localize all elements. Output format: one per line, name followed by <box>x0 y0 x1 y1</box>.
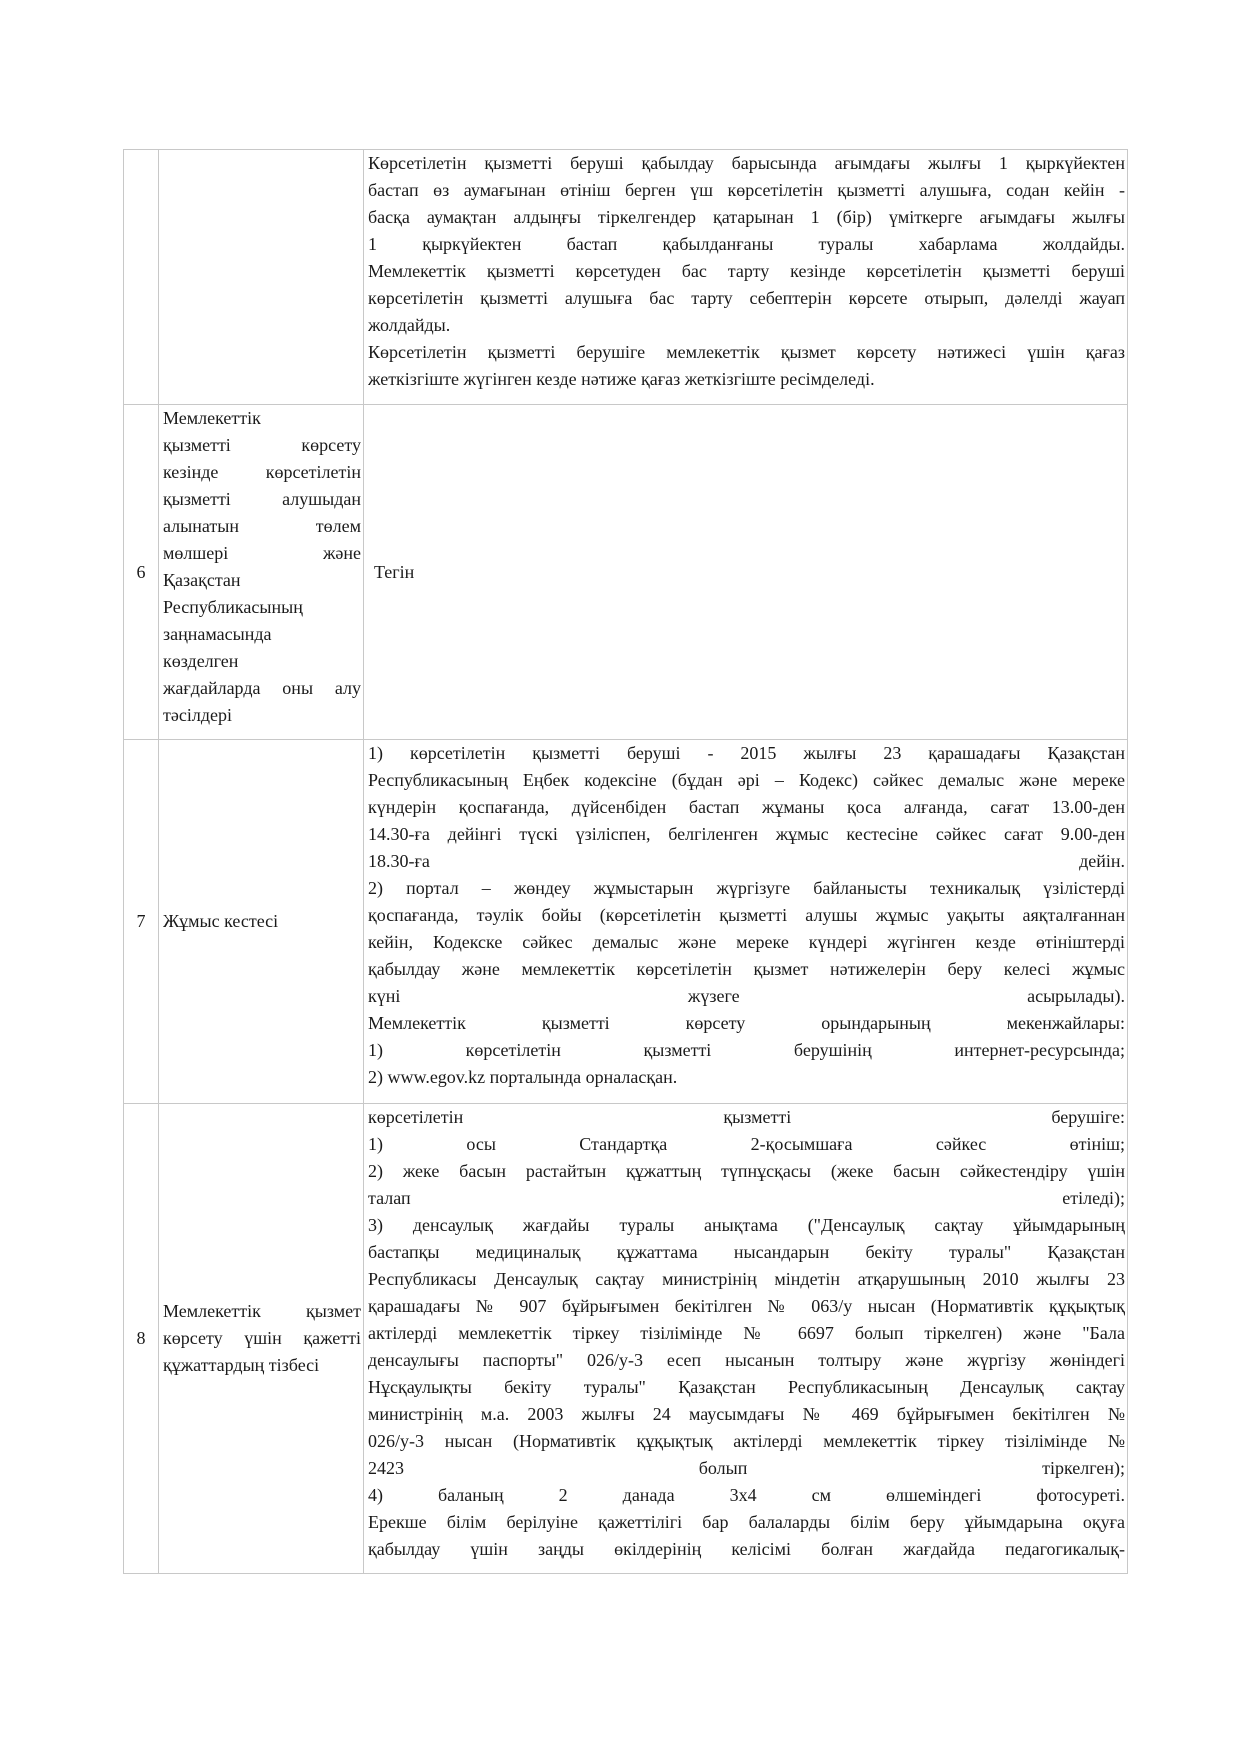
text-line: жағдайларда оны алу <box>163 678 361 698</box>
text-line: 1) көрсетілетін қызметті берушінің интернет-ресурсында; <box>368 1040 1125 1060</box>
text-line: Мемлекеттік <box>163 408 261 428</box>
text-line: қабылдау және мемлекеттік көрсетілетін қызмет нәтижелерін беру келесі жұмыс <box>368 959 1125 979</box>
text-line: бастап өз аумағынан өтініш берген үш көрсетілетін қызметті алушыға, содан кейін - <box>368 180 1125 200</box>
text-line: көрсетілетін қызметті алушыға бас тарту себептерін көрсете отырып, дәлелді жауап <box>368 288 1125 308</box>
text-line: Мемлекеттік қызметті көрсетуден бас тарту кезінде көрсетілетін қызметті беруші <box>368 261 1125 281</box>
text-line: 4) баланың 2 данада 3х4 см өлшеміндегі фотосуреті. <box>368 1485 1125 1505</box>
text-line: жолдайды. <box>368 315 451 335</box>
text-line: кезінде көрсетілетін <box>163 462 361 482</box>
text-line: актілерді мемлекеттік тіркеу тізілімінде № 6697 болып тіркелген) және "Бала <box>368 1323 1125 1343</box>
text-line: 1 қыркүйектен бастап қабылданғаны туралы хабарлама жолдайды. <box>368 234 1125 254</box>
text-line: Қазақстан <box>163 570 241 590</box>
text-line: құжаттардың тізбесі <box>163 1355 320 1375</box>
text-line: 1) осы Стандартқа 2-қосымшаға сәйкес өтініш; <box>368 1134 1125 1154</box>
text-line: Республикасы Денсаулық сақтау министрінің міндетін атқарушының 2010 жылғы 23 <box>368 1269 1125 1289</box>
table-row <box>124 740 1128 1104</box>
text-line: 2) www.egov.kz порталында орналасқан. <box>368 1067 678 1087</box>
text-line: денсаулығы паспорты" 026/у-3 есеп нысанын толтыру және жүргізу жөніндегі <box>368 1350 1125 1370</box>
text-line: тәсілдері <box>163 705 232 725</box>
row-number-cell: 7 <box>124 740 159 1104</box>
text-line: көзделген <box>163 651 239 671</box>
text-line: қоспағанда, тәулік бойы (көрсетілетін қызметті алушы жұмыс уақыты аяқталғаннан <box>368 905 1125 925</box>
text-line: жеткізгіште жүгінген кезде нәтиже қағаз жеткізгіште ресімделеді. <box>368 369 875 389</box>
row-content-cell <box>364 1104 1128 1574</box>
text-line: күні жүзеге асырылады). <box>368 986 1125 1006</box>
text-line: 14.30-ға дейінгі түскі үзіліспен, белгіленген жұмыс кестесіне сәйкес сағат 9.00-ден <box>368 824 1125 844</box>
text-line: Мемлекеттік қызметті көрсету орындарының мекенжайлары: <box>368 1013 1125 1033</box>
text-line: 1) көрсетілетін қызметті беруші - 2015 жылғы 23 қарашадағы Қазақстан <box>368 743 1125 763</box>
text-line: 026/у-3 нысан (Нормативтік құқықтық актілерді мемлекеттік тіркеу тізілімінде № <box>368 1431 1125 1451</box>
text-line: қызметті көрсету <box>163 435 361 455</box>
row-number-cell: 6 <box>124 405 159 740</box>
row-content-cell <box>364 740 1128 1104</box>
text-line: заңнамасында <box>163 624 272 644</box>
service-standard-table <box>123 149 1128 1574</box>
text-line: күндерін қоспағанда, дүйсенбіден бастап жұманы қоса алғанда, сағат 13.00-ден <box>368 797 1125 817</box>
row-number-cell: 8 <box>124 1104 159 1574</box>
row-content-cell <box>364 405 1128 740</box>
text-line: 2) жеке басын растайтын құжаттың түпнұсқасы (жеке басын сәйкестендіру үшін <box>368 1161 1125 1181</box>
text-line: 18.30-ға дейін. <box>368 851 1125 871</box>
row-name-cell <box>159 150 364 405</box>
row-name-cell <box>159 405 364 740</box>
text-line: министрінің м.а. 2003 жылғы 24 маусымдағы № 469 бұйрығымен бекітілген № <box>368 1404 1125 1424</box>
content-text: Тегін <box>374 561 415 582</box>
text-line: көрсетілетін қызметті берушіге: <box>368 1107 1125 1127</box>
text-line: басқа аумақтан алдыңғы тіркелгендер қатарынан 1 (бір) үміткерге ағымдағы жылғы <box>368 207 1125 227</box>
text-line: 2423 болып тіркелген); <box>368 1458 1125 1478</box>
text-line: алынатын төлем <box>163 516 361 536</box>
text-line: Мемлекеттік қызмет <box>163 1301 361 1321</box>
text-line: Ерекше білім берілуіне қажеттілігі бар балаларды білім беру ұйымдарына оқуға <box>368 1512 1125 1532</box>
text-line: Көрсетілетін қызметті беруші қабылдау барысында ағымдағы жылғы 1 қыркүйектен <box>368 153 1125 173</box>
text-line: Нұсқаулықты бекіту туралы" Қазақстан Республикасының Денсаулық сақтау <box>368 1377 1125 1397</box>
table-row <box>124 405 1128 740</box>
table-row <box>124 1104 1128 1574</box>
text-line: мөлшері және <box>163 543 361 563</box>
text-line: қарашадағы № 907 бұйрығымен бекітілген № 063/у нысан (Нормативтік құқықтық <box>368 1296 1125 1316</box>
text-line: талап етіледі); <box>368 1188 1125 1208</box>
row-name-cell <box>159 1104 364 1574</box>
text-line: 2) портал – жөндеу жұмыстарын жүргізуге байланысты техникалық үзілістерді <box>368 878 1125 898</box>
text-line: көрсету үшін қажетті <box>163 1328 361 1348</box>
row-name-cell <box>159 740 364 1104</box>
row-number-cell <box>124 150 159 405</box>
text-line: бастапқы медициналық құжаттама нысандарын бекіту туралы" Қазақстан <box>368 1242 1125 1262</box>
row-content-cell <box>364 150 1128 405</box>
text-line: қызметті алушыдан <box>163 489 361 509</box>
text-line: кейін, Кодекске сәйкес демалыс және мереке күндері жүгінген кезде өтініштерді <box>368 932 1125 952</box>
row-name-text: Жұмыс кестесі <box>163 911 279 931</box>
text-line: қабылдау үшін заңды өкілдерінің келісімі болған жағдайда педагогикалық- <box>368 1539 1125 1559</box>
text-line: 3) денсаулық жағдайы туралы анықтама ("Денсаулық сақтау ұйымдарының <box>368 1215 1125 1235</box>
text-line: Көрсетілетін қызметті берушіге мемлекеттік қызмет көрсету нәтижесі үшін қағаз <box>368 342 1125 362</box>
text-line: Республикасының Еңбек кодексіне (бұдан әрі – Кодекс) сәйкес демалыс және мереке <box>368 770 1125 790</box>
table-row <box>124 150 1128 405</box>
text-line: Республикасының <box>163 597 303 617</box>
